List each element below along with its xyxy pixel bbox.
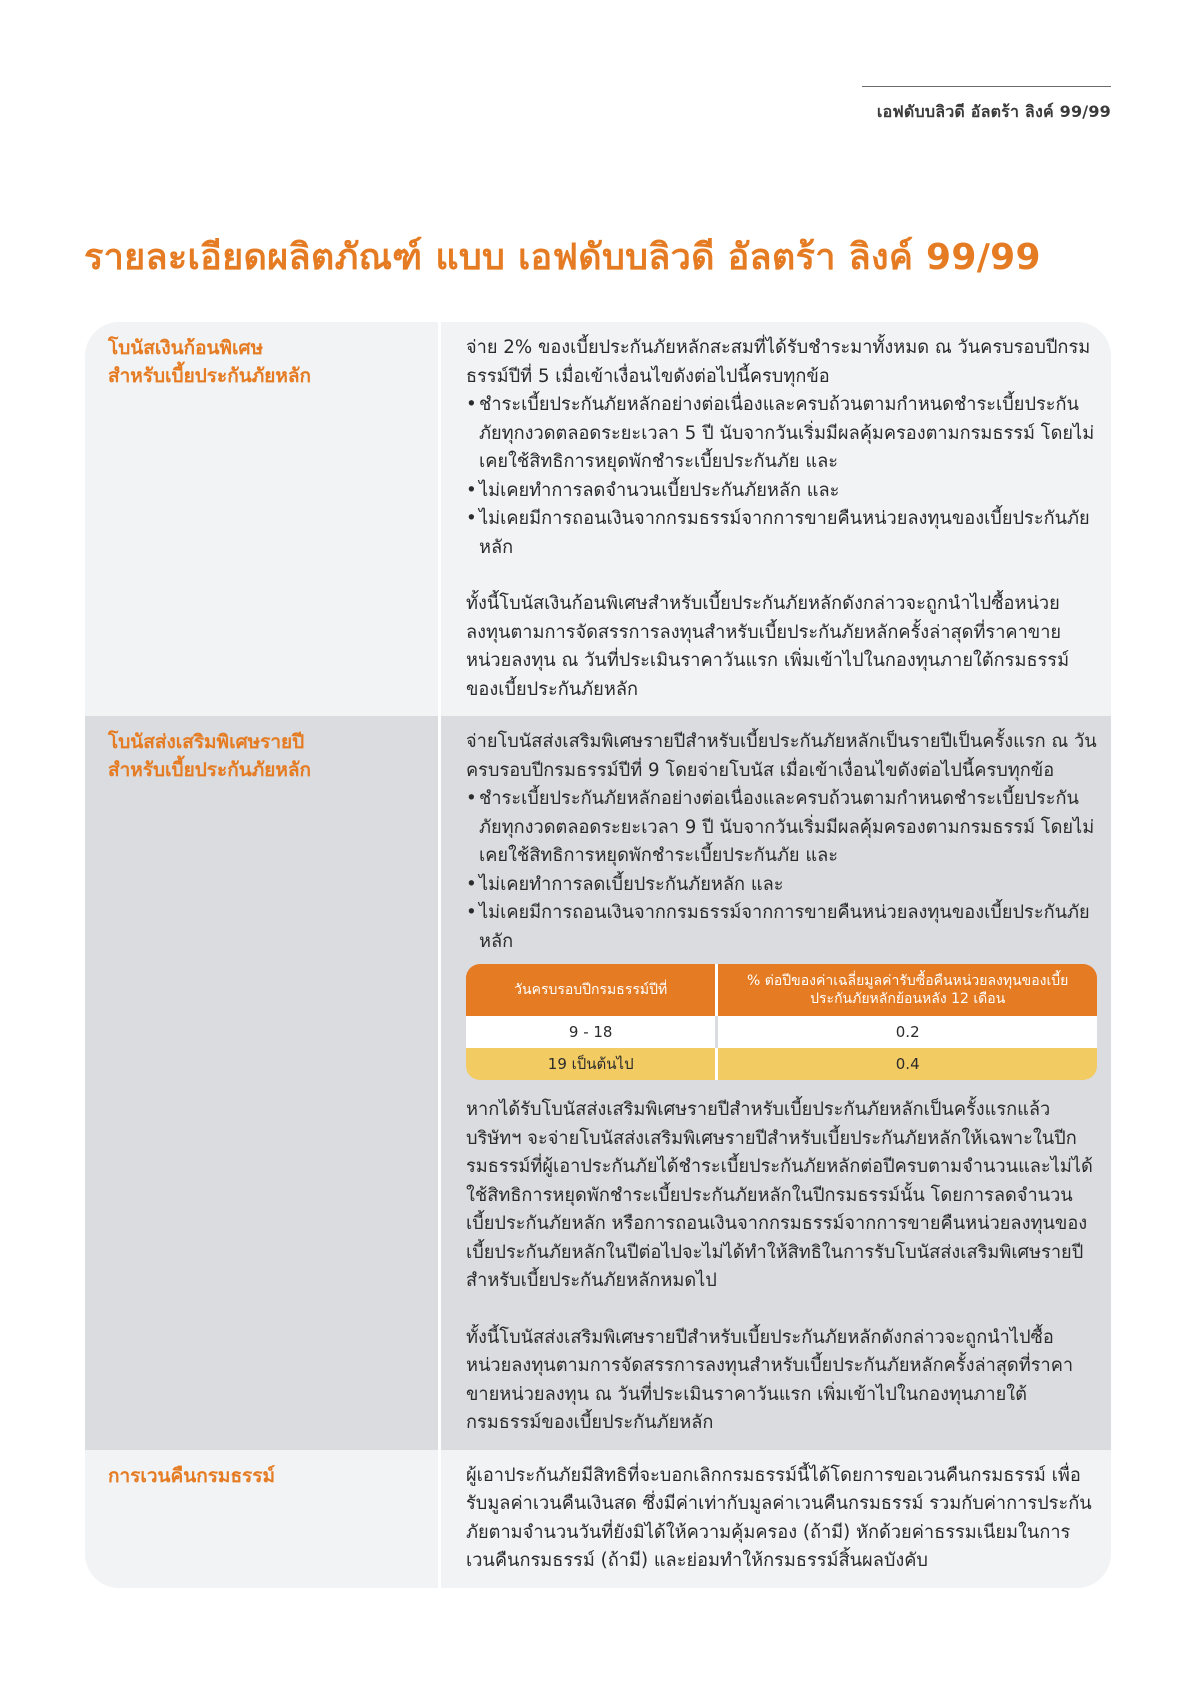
page-title: รายละเอียดผลิตภัณฑ์ แบบ เอฟดับบลิวดี อัลตร้า ลิงค์ 99/99 (84, 237, 1041, 278)
column-header-policy-year: วันครบรอบปีกรมธรรม์ปีที่ (466, 964, 718, 1016)
closing-text: ทั้งนี้โบนัสส่งเสริมพิเศษรายปีสำหรับเบี้ยประกันภัยหลักดังกล่าวจะถูกนำไปซื้อหน่วยลงทุนตามการจัดสรรการลงทุนสำหรับเบี้ยประกันภัยหลักครั้งล่าสุดที่ราคาขายหน่วยลงทุน ณ วันที่ประเมินราคาวันแรก เพิ่มเข้าไปในกองทุนภายใต้กรมธรรม์ของเบี้ยประกันภัยหลัก (466, 1326, 1074, 1433)
closing-text: ทั้งนี้โบนัสเงินก้อนพิเศษสำหรับเบี้ยประกันภัยหลักดังกล่าวจะถูกนำไปซื้อหน่วยลงทุนตามการจัดสรรการลงทุนสำหรับเบี้ยประกันภัยหลักครั้งล่าสุดที่ราคาขายหน่วยลงทุน ณ วันที่ประเมินราคาวันแรก เพิ่มเข้าไปในกองทุนภายใต้กรมธรรม์ของเบี้ยประกันภัยหลัก (466, 593, 1070, 700)
row-label: การเวนคืนกรมธรรม์ (108, 1464, 275, 1487)
table-row (466, 1016, 1097, 1048)
row-content-cell (441, 716, 1111, 1450)
row-content-cell (441, 322, 1111, 716)
column-header-bonus-rate: % ต่อปีของค่าเฉลี่ยมูลค่ารับซื้อคืนหน่วยลงทุนของเบี้ยประกันภัยหลักย้อนหลัง 12 เดือน (718, 964, 1097, 1016)
product-details-table (85, 322, 1111, 1588)
row-policy-surrender (85, 1450, 1111, 1588)
condition-list (466, 785, 1097, 956)
bonus-rate-table (466, 964, 1097, 1080)
table-row (466, 1048, 1097, 1080)
row-label-cell (85, 716, 441, 1450)
row-content-cell (441, 1450, 1111, 1588)
row-label: โบนัสส่งเสริมพิเศษรายปี สำหรับเบี้ยประกันภัยหลัก (108, 731, 312, 781)
bonus-rate-cell: 0.2 (718, 1016, 1097, 1048)
condition-item: • ไม่เคยมีการถอนเงินจากกรมธรรม์จากการขายคืนหน่วยลงทุนของเบี้ยประกันภัยหลัก (466, 505, 1097, 562)
bonus-rate-cell: 0.4 (718, 1048, 1097, 1080)
condition-list (466, 391, 1097, 562)
header-divider (862, 86, 1111, 87)
intro-text: จ่าย 2% ของเบี้ยประกันภัยหลักสะสมที่ได้รับชำระมาทั้งหมด ณ วันครบรอบปีกรมธรรม์ปีที่ 5 เมื่อเข้าเงื่อนไขดังต่อไปนี้ครบทุกข้อ (466, 337, 1091, 387)
row-label: โบนัสเงินก้อนพิเศษ สำหรับเบี้ยประกันภัยหลัก (108, 337, 312, 387)
condition-item: • ชำระเบี้ยประกันภัยหลักอย่างต่อเนื่องและครบถ้วนตามกำหนดชำระเบี้ยประกันภัยทุกงวดตลอดระยะเวลา 5 ปี นับจากวันเริ่มมีผลคุ้มครองตามกรมธรรม์ โดยไม่เคยใช้สิทธิการหยุดพักชำระเบี้ยประกันภัย และ (466, 391, 1097, 477)
row-annual-loyalty-bonus (85, 716, 1111, 1450)
condition-item: • ไม่เคยทำการลดเบี้ยประกันภัยหลัก และ (466, 871, 1097, 900)
row-label-cell (85, 322, 441, 716)
intro-text: ผู้เอาประกันภัยมีสิทธิที่จะบอกเลิกกรมธรรม์นี้ได้โดยการขอเวนคืนกรมธรรม์ เพื่อรับมูลค่าเวนคืนเงินสด ซึ่งมีค่าเท่ากับมูลค่าเวนคืนกรมธรรม์ รวมกับค่าการประกันภัยตามจำนวนวันที่ยังมิได้ให้ความคุ้มครอง (ถ้ามี) หักด้วยค่าธรรมเนียมในการเวนคืนกรมธรรม์ (ถ้ามี) และย่อมทำให้กรมธรรม์สิ้นผลบังคับ (466, 1464, 1092, 1571)
condition-item: • ไม่เคยมีการถอนเงินจากกรมธรรม์จากการขายคืนหน่วยลงทุนของเบี้ยประกันภัยหลัก (466, 899, 1097, 956)
policy-year-cell: 9 - 18 (466, 1016, 718, 1048)
running-header: เอฟดับบลิวดี อัลตร้า ลิงค์ 99/99 (876, 102, 1111, 121)
row-special-lump-sum-bonus (85, 322, 1111, 716)
intro-text: จ่ายโบนัสส่งเสริมพิเศษรายปีสำหรับเบี้ยประกันภัยหลักเป็นรายปีเป็นครั้งแรก ณ วันครบรอบปีกรมธรรม์ปีที่ 9 โดยจ่ายโบนัส เมื่อเข้าเงื่อนไขดังต่อไปนี้ครบทุกข้อ (466, 731, 1097, 781)
condition-item: • ชำระเบี้ยประกันภัยหลักอย่างต่อเนื่องและครบถ้วนตามกำหนดชำระเบี้ยประกันภัยทุกงวดตลอดระยะเวลา 9 ปี นับจากวันเริ่มมีผลคุ้มครองตามกรมธรรม์ โดยไม่เคยใช้สิทธิการหยุดพักชำระเบี้ยประกันภัย และ (466, 785, 1097, 871)
policy-year-cell: 19 เป็นต้นไป (466, 1048, 718, 1080)
after-table-text: หากได้รับโบนัสส่งเสริมพิเศษรายปีสำหรับเบี้ยประกันภัยหลักเป็นครั้งแรกแล้ว บริษัทฯ จะจ่ายโบนัสส่งเสริมพิเศษรายปีสำหรับเบี้ยประกันภัยหลักให้เฉพาะในปีกรมธรรม์ที่ผู้เอาประกันภัยได้ชำระเบี้ยประกันภัยหลักต่อปีครบตามจำนวนและไม่ได้ใช้สิทธิการหยุดพักชำระเบี้ยประกันภัยหลักในปีกรมธรรม์นั้น โดยการลดจำนวนเบี้ยประกันภัยหลัก หรือการถอนเงินจากกรมธรรม์จากการขายคืนหน่วยลงทุนของเบี้ยประกันภัยหลักในปีต่อไปจะไม่ได้ทำให้สิทธิในการรับโบนัสส่งเสริมพิเศษรายปีสำหรับเบี้ยประกันภัยหลักหมดไป (466, 1099, 1093, 1291)
row-label-cell (85, 1450, 441, 1588)
condition-item: • ไม่เคยทำการลดจำนวนเบี้ยประกันภัยหลัก และ (466, 477, 1097, 506)
